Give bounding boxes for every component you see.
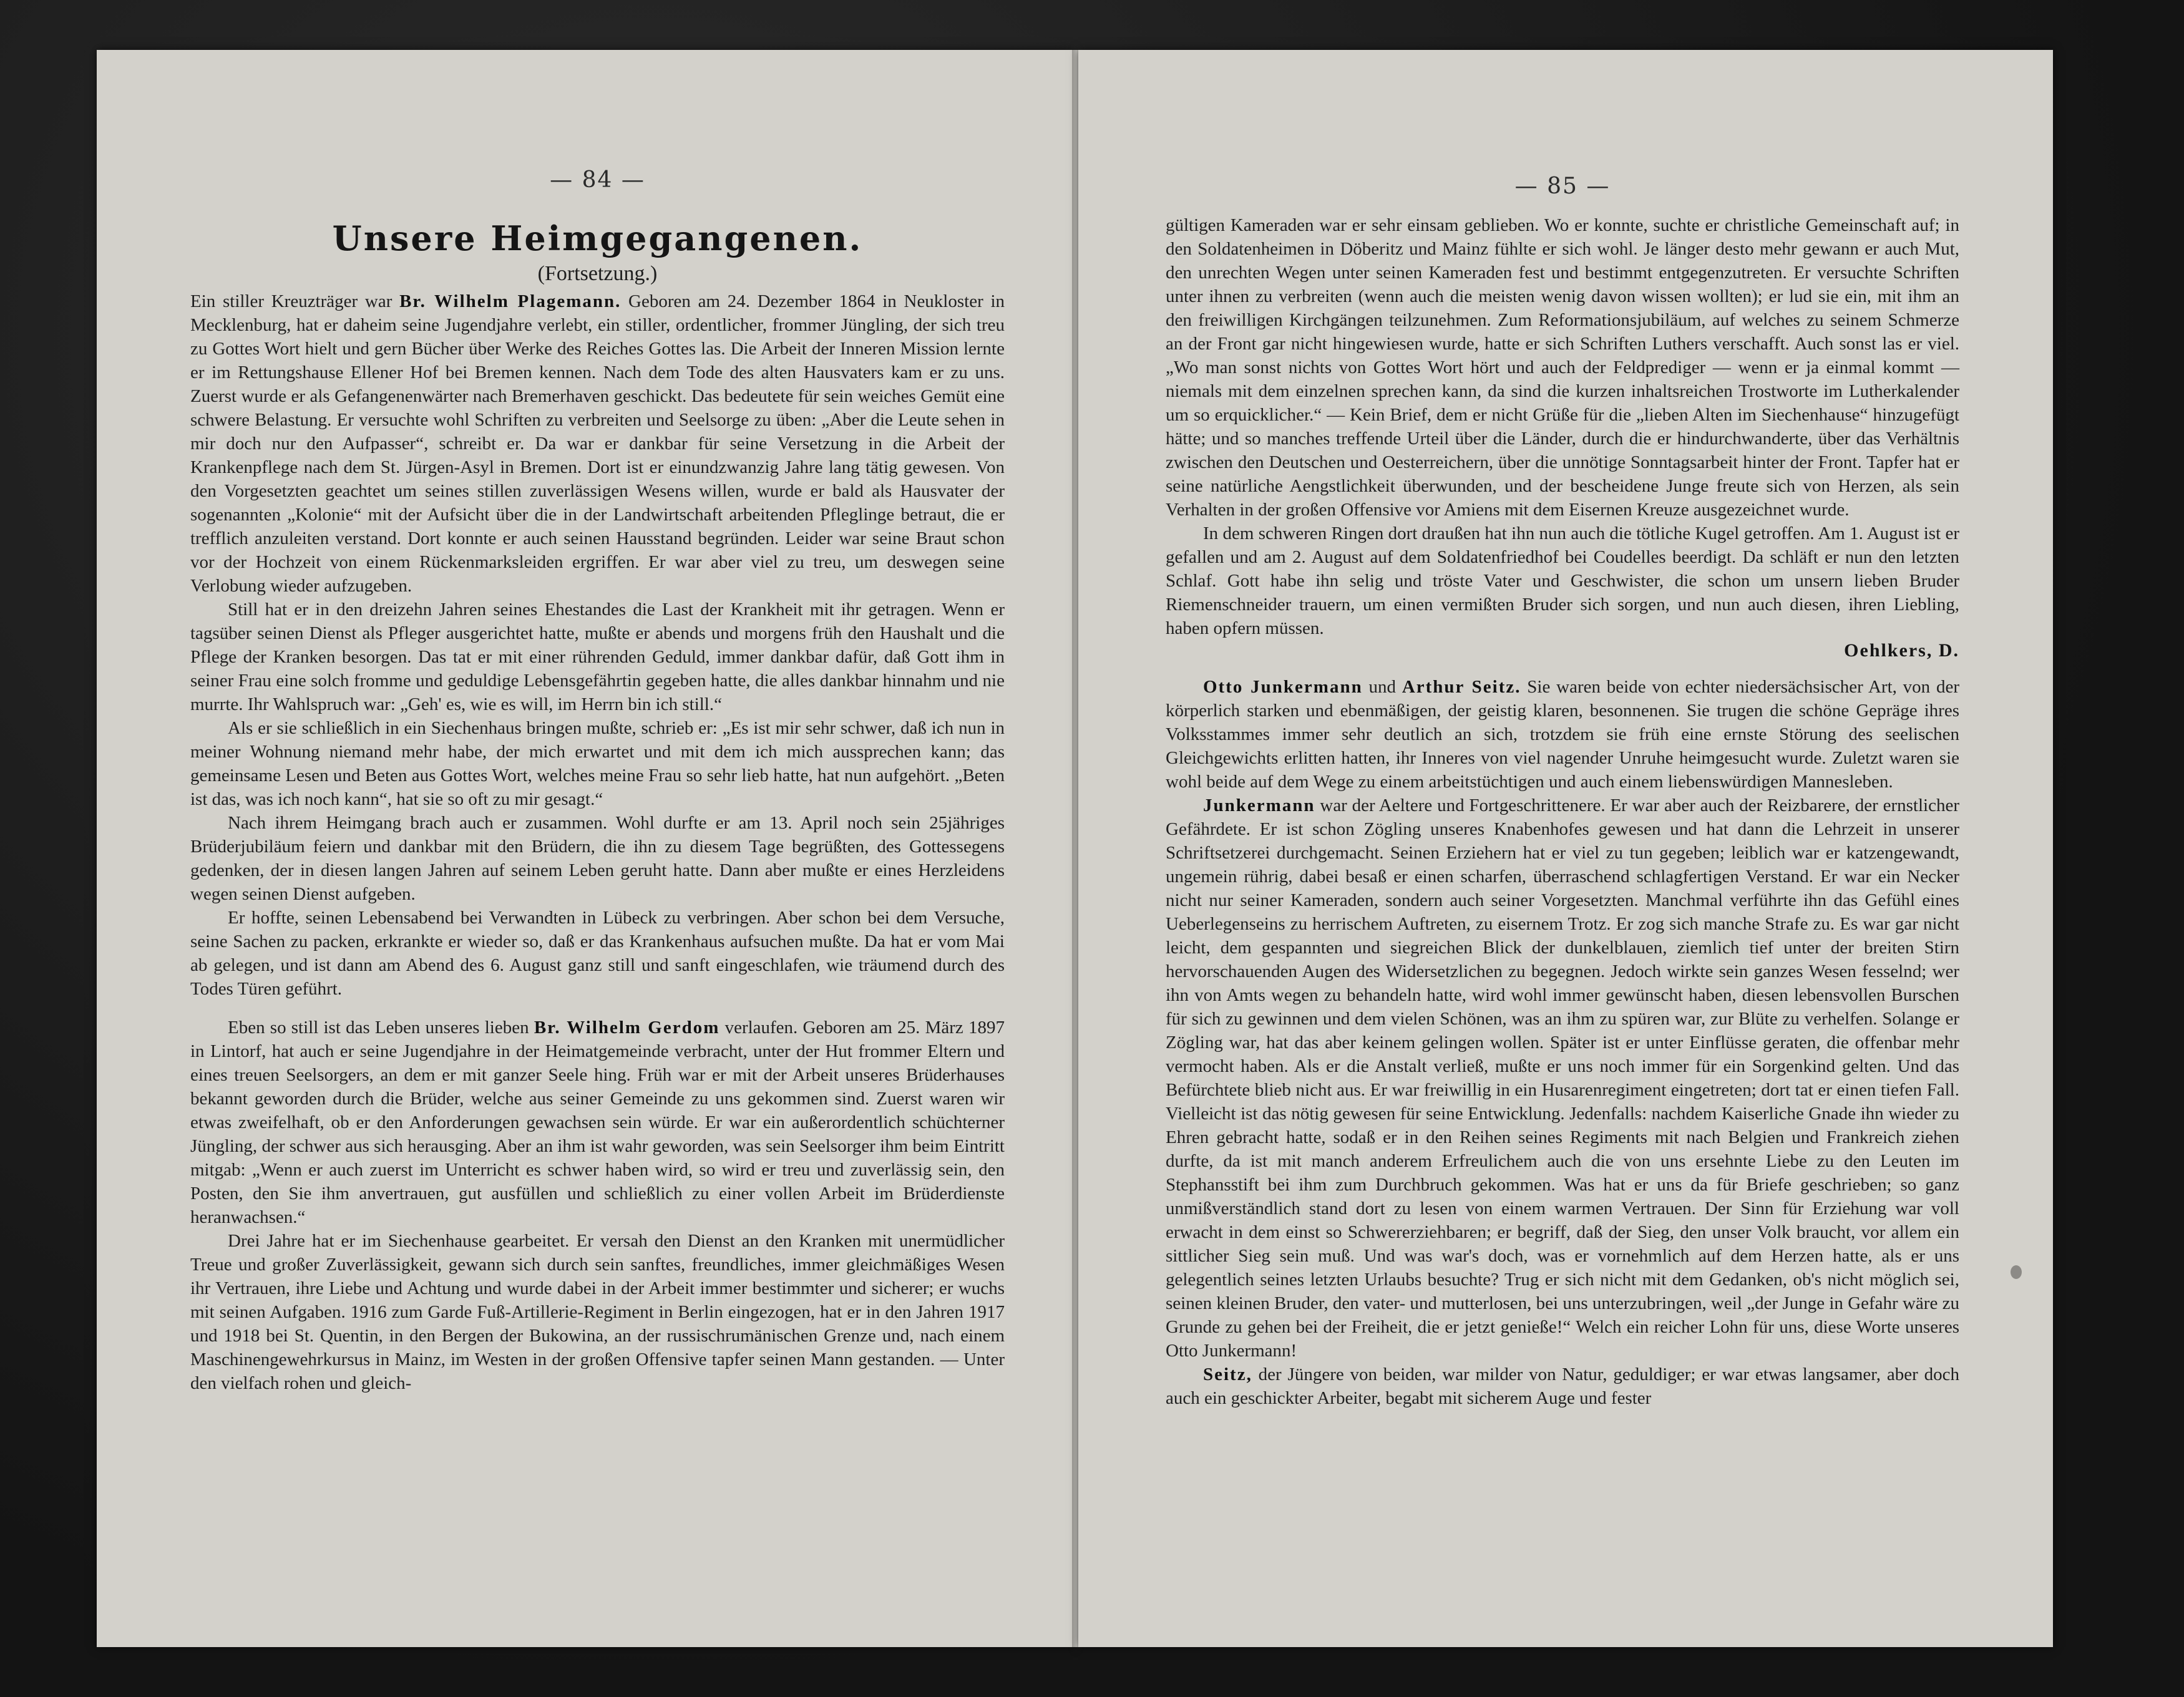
article-title: Unsere Heimgegangenen. — [332, 218, 863, 258]
paragraph-text: Eben so still ist das Leben unseres lieben — [228, 1018, 534, 1038]
paragraph: In dem schweren Ringen dort draußen hat ihn nun auch die tötliche Kugel getroffen. Am 1. August ist er gefallen und am 2. August auf dem Soldatenfriedhof bei Coudelles beerdigt. Da schläft er nun den letzten Schlaf. Gott habe ihn selig und tröste Vater und Geschwister, die schon um unsern lieben Bruder Riemenschneider trauern, um einen vermißten Bruder sich sorgen, und nun auch diesen, ihren Liebling, haben opfern müssen. — [1166, 523, 1959, 638]
right-page-body — [1166, 213, 1959, 640]
paragraph: Er hoffte, seinen Lebensabend bei Verwandten in Lübeck zu verbringen. Aber schon bei dem Versuche, seine Sachen zu packen, erkrankte er wieder so, daß er das Krankenhaus aufsuchen mußte. Da hat er vom Mai ab gelegen, und ist dann am Abend des 6. August ganz still und sanft eingeschlafen, wie träumend durch des Todes Türen geführt. — [190, 908, 1005, 999]
right-page-body-continued — [1166, 675, 1959, 1410]
article-subtitle: (Fortsetzung.) — [537, 262, 658, 285]
paragraph-text: Sie waren beide von echter niedersächsischer Art, von der körperlich starken und ebenmäßigen, der geistig klaren, besonnenen. Sie trugen die schöne Gepräge ihres Volksstammes immer sehr deutlich an sich, trotzdem sie früh eine ernste Störung des seelischen Gleichgewichts erlitten hatten, ihr Inneres von viel nagender Unruhe heimgesucht wurde. Zuletzt waren sie wohl beide auf dem Wege zu einem arbeitstüchtigen und auch einem liebenswürdigen Mannesleben. — [1166, 677, 1960, 792]
person-name: Seitz, — [1203, 1364, 1252, 1384]
paragraph — [190, 1016, 1005, 1229]
person-name: Br. Wilhelm Gerdom — [534, 1018, 720, 1038]
paragraph-text: Geboren am 24. Dezember 1864 in Neukloster in Mecklenburg, hat er daheim seine Jugendjahre verlebt, ein stiller, ordentlicher, frommer Jüngling, der sich treu zu Gottes Wort hielt und gern Bücher über Werke des Reiches Gottes las. Die Arbeit der Inneren Mission lernte er im Rettungshause Ellener Hof bei Bremen kennen. Nach dem Tode des alten Hausvaters kam er zu uns. Zuerst wurde er als Gefangenenwärter nach Bremerhaven geschickt. Das bedeutete für sein weiches Gemüt eine schwere Belastung. Er versuchte wohl Schriften zu verbreiten und Seelsorge zu üben: „Aber die Leute sehen in mir doch nur den Aufpasser“, schreibt er. Da war er dankbar für seine Versetzung in die Arbeit der Krankenpflege nach dem St. Jürgen-Asyl in Bremen. Dort ist er einundzwanzig Jahre lang tätig gewesen. Von den Vorgesetzten geachtet um seines stillen zuverlässigen Wesens willen, wurde er bald als Hausvater der sogenannten „Kolonie“ mit der Aufsicht über die in der Landwirtschaft arbeitenden Pfleglinge betraut, die er trefflich anzuleiten verstand. Dort konnte er auch seinen Hausstand begründen. Leider war seine Braut schon vor der Hochzeit von einem Rückenmarksleiden ergriffen. Er war aber viel zu treu, um deswegen seine Verlobung wieder aufzugeben. — [190, 291, 1005, 596]
paragraph — [190, 289, 1005, 598]
paragraph: Nach ihrem Heimgang brach auch er zusammen. Wohl durfte er am 13. April noch sein 25jähriges Brüderjubiläum feiern und dankbar mit den Brüdern, die ihn zu diesem Tage begrüßten, des Gottessegens gedenken, der in diesen langen Jahren auf seinem Leben geruht hatte. Dann aber mußte er eines Herzleidens wegen seinen Dienst aufgeben. — [190, 813, 1005, 904]
paragraph: Still hat er in den dreizehn Jahren seines Ehestandes die Last der Krankheit mit ihr getragen. Wenn er tagsüber seinen Dienst als Pfleger ausgerichtet hatte, mußte er abends und morgens früh den Haushalt und die Pflege der Kranken besorgen. Das tat er mit einer rührenden Geduld, immer dankbar dafür, daß Gott ihm in seiner Frau eine solch fromme und geduldige Lebensgefährtin gegeben hatte, die alles dankbar hinnahm und nie murrte. Ihr Wahlspruch war: „Geh' es, wie es will, im Herrn bin ich still.“ — [190, 600, 1005, 714]
paragraph — [1166, 794, 1959, 1363]
paragraph-text: Ein stiller Kreuzträger war — [190, 291, 400, 311]
paragraph — [1166, 675, 1959, 794]
paragraph-text: verlaufen. Geboren am 25. März 1897 in Lintorf, hat auch er seine Jugendjahre in der Heimatgemeinde verbracht, unter der Hut frommer Eltern und eines treuen Seelsorgers, an dem er mit ganzer Seele hing. Früh war er mit der Arbeit unseres Brüderhauses bekannt geworden durch die Brüder, welche aus seiner Gemeinde zu uns gekommen sind. Zuerst waren wir etwas zweifelhaft, ob er den Anforderungen gewachsen sein würde. Er war ein außerordentlich schüchterner Jüngling, der schwer aus sich herausging. Aber an ihm ist wahr geworden, was sein Seelsorger ihm beim Eintritt mitgab: „Wenn er auch zuerst im Unterricht es schwer haben wird, so wird er treu und zuverlässig sein, den Posten, den Sie ihm anvertrauen, gut ausfüllen und schließlich zu einer vollen Arbeit im Brüderdienste heranwachsen.“ — [190, 1018, 1005, 1227]
paragraph — [1166, 1363, 1959, 1410]
binding-hole — [2011, 1265, 2022, 1279]
page-number: — 84 — — [550, 167, 645, 193]
person-name: Arthur Seitz. — [1402, 677, 1521, 697]
paragraph-text: der Jüngere von beiden, war milder von Natur, geduldiger; er war etwas langsamer, aber doch auch ein geschickter Arbeiter, begabt mit sicherem Auge und fester — [1166, 1364, 1959, 1408]
person-name: Junkermann — [1203, 795, 1315, 815]
paragraph-text: und — [1362, 677, 1402, 697]
paragraph: Drei Jahre hat er im Siechenhause gearbeitet. Er versah den Dienst an den Kranken mit unermüdlicher Treue und großer Zuverlässigkeit, gewann sich durch sein sanftes, freundliches, immer gleichmäßiges Wesen ihr Vertrauen, ihre Liebe und Achtung und wurde dabei in der Arbeit immer bestimmter und sicherer; er wuchs mit seinen Aufgaben. 1916 zum Garde Fuß-Artillerie-Regiment in Berlin eingezogen, hat er in den Jahren 1917 und 1918 bei St. Quentin, in den Bergen der Bukowina, an der russischrumänischen Grenze und, nach einem Maschinengewehrkursus in Mainz, im Westen in der großen Offensive tapfer seinen Mann gestanden. — Unter den vielfach rohen und gleich- — [190, 1231, 1005, 1393]
paragraph-text: war der Aeltere und Fortgeschrittenere. Er war aber auch der Reizbarere, der ernstlicher Gefährdete. Er ist schon Zögling unseres Knabenhofes gewesen und hat dann die Lehrzeit in unserer Schriftsetzerei durchgemacht. Seinen Erziehern hat er viel zu tun gegeben; leiblich war er katzengewandt, ungemein rührig, dabei besaß er einen scharfen, überraschend schlagfertigen Verstand. Er war ein Necker nicht nur seiner Kameraden, sondern auch seiner Vorgesetzten. Manchmal verführte ihn das Gefühl eines Ueberlegenseins zu herrischem Auftreten, zu eisernem Trotz. Er zog sich manche Strafe zu. Es war gar nicht leicht, dem gespannten und siegreichen Blick der dunkelblauen, ziemlich tief unter der breiten Stirn hervorschauenden Augen des Widersetzlichen zu begegnen. Jedoch wirkte sein ganzes Wesen fesselnd; wer ihn von Amts wegen zu behandeln hatte, wird wohl immer gewünscht haben, diesen lebensvollen Burschen für sich zu gewinnen und dem vielen Schönen, was an ihm zu spüren war, zur Blüte zu verhelfen. Solange er Zögling war, hat das aber keinem gelingen wollen. Später ist er unter Einflüsse geraten, die offenbar mehr vermocht haben. Als er die Anstalt verließ, mußte er uns noch immer für ein Sorgenkind gelten. Und das Befürchtete blieb nicht aus. Er war freiwillig in ein Husarenregiment eingetreten; dort tat er einen tiefen Fall. Vielleicht ist das nötig gewesen für seine Entwicklung. Jedenfalls: nachdem Kaiserliche Gnade ihn wieder zu Ehren gebracht hatte, sodaß er in den Reihen seines Regiments mit nach Belgien und Frankreich ziehen durfte, da ist mit manch anderem Erfreulichem auch die von uns ersehnte Liebe zu den Leuten im Stephansstift bei ihm zum Durchbruch gekommen. Was hat er uns da für Briefe geschrieben; so ganz unmißverständlich stand dort zu lesen von einem warmen Vertrauen. Der Sinn für Erziehung war voll erwacht in dem einst so Schwererziehbaren; er begriff, daß der Sieg, den unser Volk braucht, vor allem ein sittlicher Sieg sein muß. Und was war's doch, was er vornehmlich auf dem Herzen hatte, als er uns gelegentlich seines letzten Urlaubs besuchte? Trug er sich nicht mit dem Gedanken, ob's nicht möglich sei, seinen kleinen Bruder, den vater- und mutterlosen, bei uns unterzubringen, weil „der Junge in Gefahr wäre zu Grunde zu gehen bei der Freiheit, die er jetzt genieße!“ Welch ein reicher Lohn für uns, diese Worte unseres Otto Junkermann! — [1166, 795, 1959, 1361]
paragraph: gültigen Kameraden war er sehr einsam geblieben. Wo er konnte, suchte er christliche Gemeinschaft auf; in den Soldatenheimen in Döberitz und Mainz fühlte er sich wohl. Je länger desto mehr gewann er auch Mut, den unrechten Wegen unter seinen Kameraden fest und bestimmt entgegenzutreten. Er versuchte Schriften unter ihnen zu verbreiten (wenn auch die meisten wenig davon wissen wollten); er lud sie ein, mit ihm an den freiwilligen Kirchgängen teilzunehmen. Zum Reformationsjubiläum, auf welches zu seinem Schmerze an der Front gar nicht hingewiesen wurde, hatte er sich Schriften Luthers verschafft. Auch sonst las er viel. „Wo man sonst nichts von Gottes Wort hört und auch der Feldprediger — wenn er ja einmal kommt — niemals mit dem einzelnen sprechen kann, da sind die kurzen inhaltsreichen Trostworte im Lutherkalender um so erquicklicher.“ — Kein Brief, dem er nicht Grüße für die „lieben Alten im Siechenhause“ hinzugefügt hätte; und so manches treffende Urteil über die Länder, durch die er hindurchwanderte, über das Verhältnis zwischen den Deutschen und Oesterreichern, über die unnötige Sonntagsarbeit hinter der Front. Tapfer hat er seine natürliche Aengstlichkeit überwunden, und der bescheidene Junge freute sich von Herzen, als sein Verhalten in der großen Offensive vor Amiens mit dem Eisernen Kreuze ausgezeichnet wurde. — [1166, 215, 1959, 520]
page-number: — 85 — — [1514, 173, 1611, 199]
left-page — [97, 50, 1073, 1647]
paragraph: Als er sie schließlich in ein Siechenhaus bringen mußte, schrieb er: „Es ist mir sehr schwer, daß ich nun in meiner Wohnung niemand mehr habe, der mich erwartet und mit dem ich mich aussprechen kann; das gemeinsame Lesen und Beten aus Gottes Wort, welches meine Frau so sehr lieb hatte, hat nun aufgehört. „Beten ist das, was ich noch kann“, hat sie so oft zu mir gesagt.“ — [190, 718, 1005, 809]
person-name: Otto Junkermann — [1203, 677, 1363, 697]
left-page-body — [190, 289, 1005, 1395]
author-signature: Oehlkers, D. — [1844, 640, 1959, 661]
person-name: Br. Wilhelm Plagemann. — [399, 291, 622, 311]
right-page — [1078, 50, 2053, 1647]
